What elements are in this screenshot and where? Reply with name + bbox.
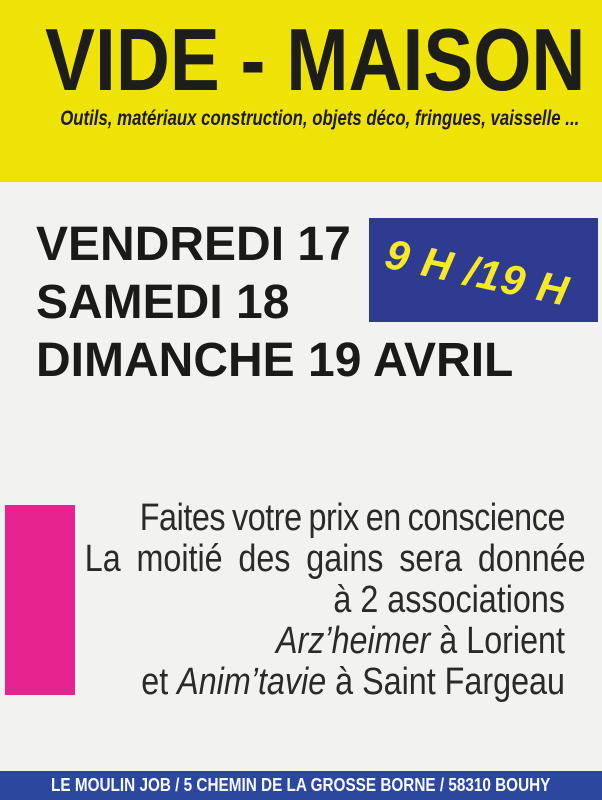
association-name-animtavie: Anim’tavie xyxy=(177,661,327,703)
footer-address: LE MOULIN JOB / 5 CHEMIN DE LA GROSSE BORNE / 58310 BOUHY xyxy=(51,775,551,795)
date-saturday: SAMEDI 18 xyxy=(36,276,290,329)
date-friday: VENDREDI 17 xyxy=(36,218,351,271)
date-sunday: DIMANCHE 19 AVRIL xyxy=(36,334,514,387)
message-line-animtavie xyxy=(85,662,565,703)
footer-banner xyxy=(0,771,602,800)
message-line-price: Faites votre prix en conscience xyxy=(139,497,565,539)
association-location-lorient: à Lorient xyxy=(430,620,565,662)
poster-title: VIDE - MAISON xyxy=(45,10,586,109)
message-line-gains: La moitié des gains sera donnée xyxy=(84,538,586,580)
pink-accent-block xyxy=(5,505,75,695)
hours-text: 9 H /19 H xyxy=(381,230,574,315)
association-name-arzheimer: Arz’heimer xyxy=(275,620,431,662)
hours-box xyxy=(369,218,598,322)
message-line-prefix: et xyxy=(141,661,178,703)
message-block xyxy=(84,497,586,703)
message-line-associations: à 2 associations xyxy=(333,579,565,621)
message-line-arzheimer xyxy=(85,621,565,662)
poster-subtitle: Outils, matériaux construction, objets déco, fringues, vaisselle ... xyxy=(60,107,580,130)
association-location-saint-fargeau: à Saint Fargeau xyxy=(326,661,565,703)
header-banner xyxy=(0,0,602,182)
